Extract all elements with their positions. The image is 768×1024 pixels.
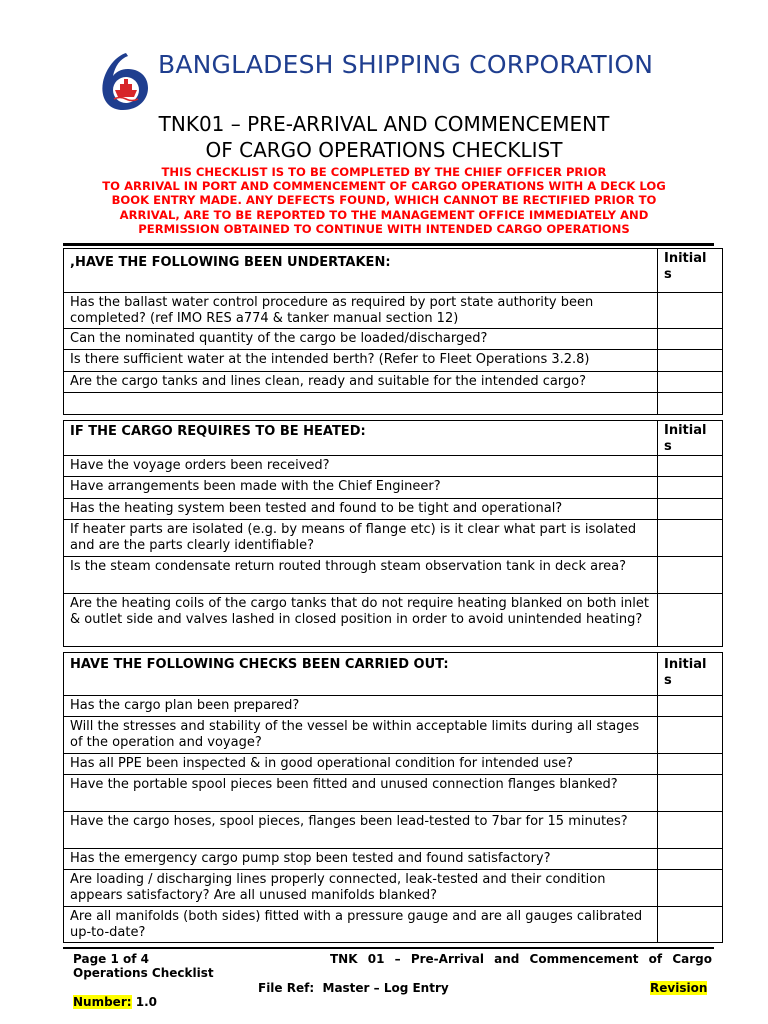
footer-doc-title: TNK 01 – Pre-Arrival and Commencement of Cargo	[330, 952, 712, 966]
instruction-line: ARRIVAL, ARE TO BE REPORTED TO THE MANAGEMENT OFFICE IMMEDIATELY AND	[119, 207, 649, 222]
checklist-item: Are the cargo tanks and lines clean, ready and suitable for the intended cargo?	[64, 372, 658, 393]
initials-header: Initial s	[658, 421, 723, 456]
number-value: 1.0	[135, 995, 157, 1009]
initials-cell[interactable]	[658, 456, 723, 477]
checklist-item: Is there sufficient water at the intended berth? (Refer to Fleet Operations 3.2.8)	[64, 350, 658, 372]
checklist-item: Are loading / discharging lines properly connected, leak-tested and their condition appears satisfactory? Are all unused manifolds blanked?	[64, 870, 658, 907]
checklist-item: Has the emergency cargo pump stop been tested and found satisfactory?	[64, 849, 658, 870]
initials-cell[interactable]	[658, 329, 723, 350]
checklist-item: Has the heating system been tested and found to be tight and operational?	[64, 499, 658, 520]
checklist-item: Have arrangements been made with the Chief Engineer?	[64, 477, 658, 499]
initials-cell[interactable]	[658, 477, 723, 499]
initials-header: Initial s	[658, 249, 723, 293]
bsc-logo-icon	[96, 50, 152, 112]
checklist-item: Is the steam condensate return routed through steam observation tank in deck area?	[64, 557, 658, 594]
instruction-line: THIS CHECKLIST IS TO BE COMPLETED BY THE CHIEF OFFICER PRIOR	[161, 165, 607, 179]
checklist-item: Are the heating coils of the cargo tanks that do not require heating blanked on both inlet & outlet side and valves lashed in closed position in order to avoid unintended heating?	[64, 594, 658, 647]
revision-number	[73, 995, 157, 1009]
footer-divider	[63, 947, 714, 949]
checklist-item: Have the cargo hoses, spool pieces, flanges been lead-tested to 7bar for 15 minutes?	[64, 812, 658, 849]
section-heading: ,HAVE THE FOLLOWING BEEN UNDERTAKEN:	[64, 249, 658, 293]
number-label: Number:	[73, 995, 132, 1009]
checklist-item: Can the nominated quantity of the cargo be loaded/discharged?	[64, 329, 658, 350]
section-heading: IF THE CARGO REQUIRES TO BE HEATED:	[64, 421, 658, 456]
initials-cell[interactable]	[658, 293, 723, 329]
instruction-line: PERMISSION OBTAINED TO CONTINUE WITH INTENDED CARGO OPERATIONS	[138, 221, 630, 236]
revision-label	[650, 981, 707, 995]
checklist-item: Has the ballast water control procedure as required by port state authority been completed? (ref IMO RES a774 & tanker manual section 12)	[64, 293, 658, 329]
file-ref-label: File Ref:	[258, 981, 315, 995]
title-line-2: OF CARGO OPERATIONS CHECKLIST	[205, 138, 563, 162]
section-heading: HAVE THE FOLLOWING CHECKS BEEN CARRIED OUT:	[64, 653, 658, 696]
file-ref	[258, 981, 449, 995]
initials-cell[interactable]	[658, 870, 723, 907]
title-line-1: TNK01 – PRE-ARRIVAL AND COMMENCEMENT	[158, 112, 610, 136]
instruction-line: BOOK ENTRY MADE. ANY DEFECTS FOUND, WHICH CANNOT BE RECTIFIED PRIOR TO	[111, 193, 657, 208]
checklist-section-heated	[63, 420, 723, 647]
initials-cell[interactable]	[658, 812, 723, 849]
checklist-item: Are all manifolds (both sides) fitted with a pressure gauge and are all gauges calibrated up-to-date?	[64, 907, 658, 943]
initials-cell[interactable]	[658, 350, 723, 372]
file-ref-value: Master – Log Entry	[322, 981, 449, 995]
instructions	[40, 165, 728, 236]
footer-doc-title-cont: Operations Checklist	[73, 966, 214, 980]
checklist-item: Has the cargo plan been prepared?	[64, 696, 658, 717]
initials-cell[interactable]	[658, 520, 723, 557]
initials-cell[interactable]	[658, 372, 723, 393]
initials-cell[interactable]	[658, 754, 723, 775]
initials-cell[interactable]	[658, 775, 723, 812]
header-divider	[63, 243, 714, 246]
initials-header: Initial s	[658, 653, 723, 696]
instruction-line: TO ARRIVAL IN PORT AND COMMENCEMENT OF CARGO OPERATIONS WITH A DECK LOG	[102, 179, 666, 194]
initials-cell[interactable]	[658, 393, 723, 415]
checklist-item: Has all PPE been inspected & in good operational condition for intended use?	[64, 754, 658, 775]
initials-cell[interactable]	[658, 696, 723, 717]
initials-cell[interactable]	[658, 557, 723, 594]
checklist-item: Have the portable spool pieces been fitted and unused connection flanges blanked?	[64, 775, 658, 812]
initials-cell[interactable]	[658, 594, 723, 647]
checklist-section-checks	[63, 652, 723, 943]
document-title	[0, 111, 768, 163]
company-name: BANGLADESH SHIPPING CORPORATION	[158, 50, 654, 79]
checklist-section-undertaken	[63, 248, 723, 415]
checklist-item: If heater parts are isolated (e.g. by means of flange etc) is it clear what part is isolated and are the parts clearly identifiable?	[64, 520, 658, 557]
checklist-item: Will the stresses and stability of the vessel be within acceptable limits during all stages of the operation and voyage?	[64, 717, 658, 754]
initials-cell[interactable]	[658, 907, 723, 943]
initials-cell[interactable]	[658, 717, 723, 754]
initials-cell[interactable]	[658, 849, 723, 870]
page-number: Page 1 of 4	[73, 952, 149, 966]
checklist-item	[64, 393, 658, 415]
initials-cell[interactable]	[658, 499, 723, 520]
revision-label-text: Revision	[650, 981, 708, 995]
checklist-item: Have the voyage orders been received?	[64, 456, 658, 477]
